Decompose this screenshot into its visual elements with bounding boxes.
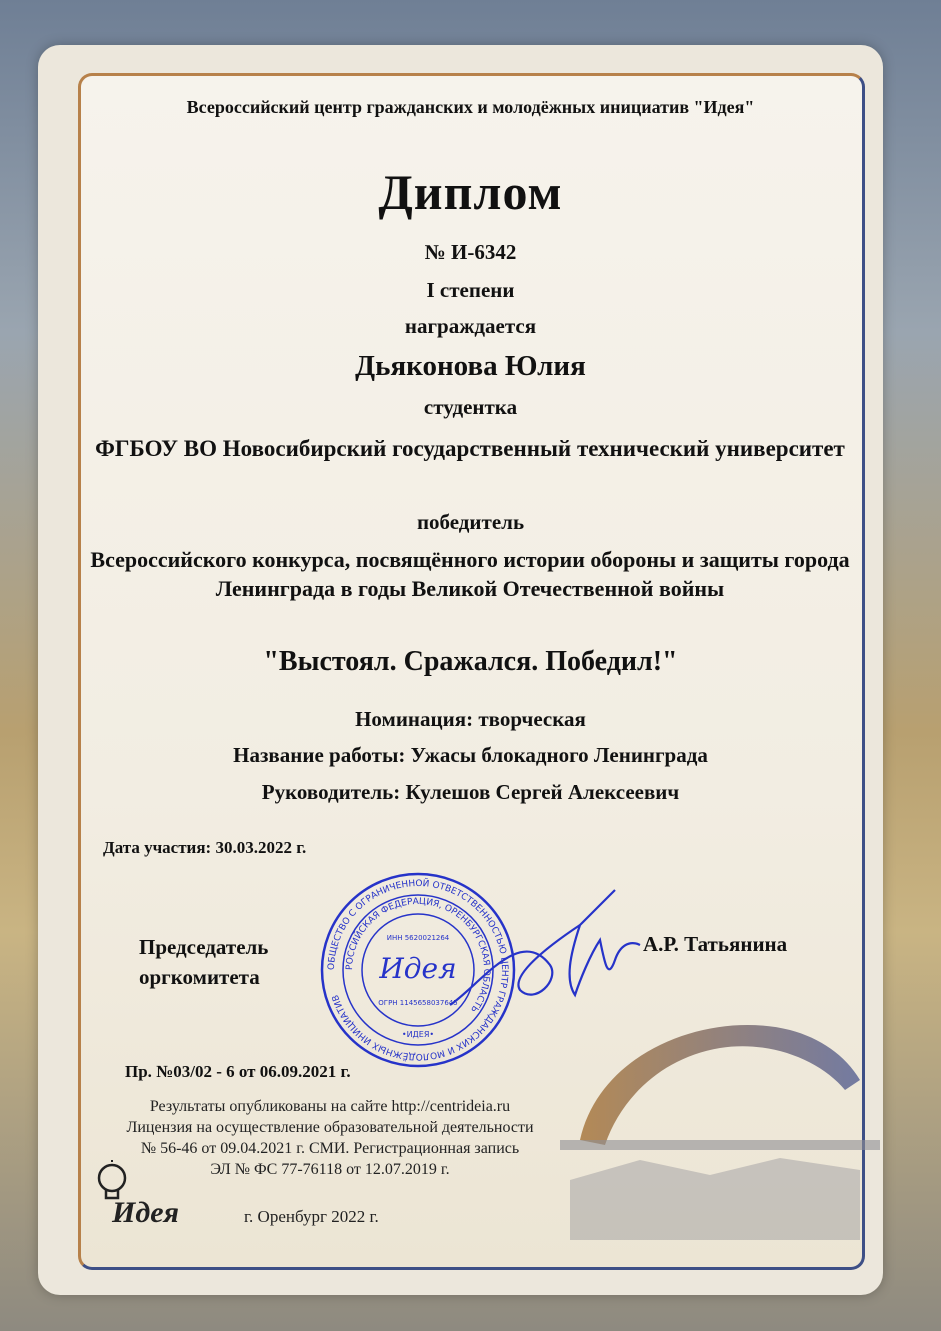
supervisor: Руководитель: Кулешов Сергей Алексеевич: [261, 780, 680, 804]
city-year: г. Оренбург 2022 г.: [244, 1207, 379, 1226]
info-line-4: ЭЛ № ФС 77-76118 от 12.07.2019 г.: [210, 1161, 450, 1178]
recipient-role: студентка: [423, 395, 518, 419]
diploma-number: № И-6342: [424, 240, 517, 264]
diploma-title: Диплом: [378, 164, 563, 220]
chair-line-2: оргкомитета: [139, 965, 260, 989]
contest-motto: "Выстоял. Сражался. Победил!": [263, 646, 678, 677]
stamp-center-text: Идея: [379, 952, 457, 985]
publication-info: [90, 1096, 570, 1180]
chair-title: [139, 932, 268, 992]
info-line-2: Лицензия на осуществление образовательной деятельности: [126, 1119, 534, 1136]
brand-logo-text: Идея: [112, 1196, 179, 1229]
info-line-3: № 56-46 от 09.04.2021 г. СМИ. Регистрационная запись: [140, 1140, 520, 1157]
status-label: победитель: [416, 510, 525, 534]
contest-description: Всероссийского конкурса, посвящённого истории обороны и защиты города Ленинграда в годы Великой Отечественной войны: [90, 547, 850, 601]
stamp-bottom: •ИДЕЯ•: [401, 1030, 435, 1039]
chair-line-1: Председатель: [139, 935, 269, 959]
monument-illustration: [560, 1010, 880, 1270]
signer-name: А.Р. Татьянина: [643, 932, 788, 956]
stamp-ogrn: ОГРН 1145658037645: [378, 999, 458, 1007]
signature-scribble: [440, 885, 660, 1025]
awarded-label: награждается: [404, 314, 537, 338]
diploma-degree: I степени: [426, 278, 515, 302]
recipient-name: Дьяконова Юлия: [355, 350, 586, 382]
info-line-1: Результаты опубликованы на сайте http://centrideia.ru: [149, 1098, 511, 1115]
institution-name: ФГБОУ ВО Новосибирский государственный технический университет: [95, 436, 845, 461]
participation-date: Дата участия: 30.03.2022 г.: [103, 838, 307, 857]
organization-header: Всероссийский центр гражданских и молодёжных инициатив "Идея": [186, 97, 755, 117]
order-number: Пр. №03/02 - 6 от 06.09.2021 г.: [125, 1062, 351, 1081]
stamp-ring-text: ОБЩЕСТВО С ОГРАНИЧЕННОЙ ОТВЕТСТВЕННОСТЬЮ ЦЕНТР ГРАЖДАНСКИХ И МОЛОДЁЖНЫХ ИНИЦИАТИВ: [326, 878, 510, 1062]
work-title: Название работы: Ужасы блокадного Ленинграда: [233, 743, 708, 767]
nomination: Номинация: творческая: [355, 707, 586, 731]
stamp-inner-text: РОССИЙСКАЯ ФЕДЕРАЦИЯ, ОРЕНБУРГСКАЯ ОБЛАСТЬ: [344, 896, 492, 1015]
stamp-inn: ИНН 5620021264: [386, 934, 450, 942]
